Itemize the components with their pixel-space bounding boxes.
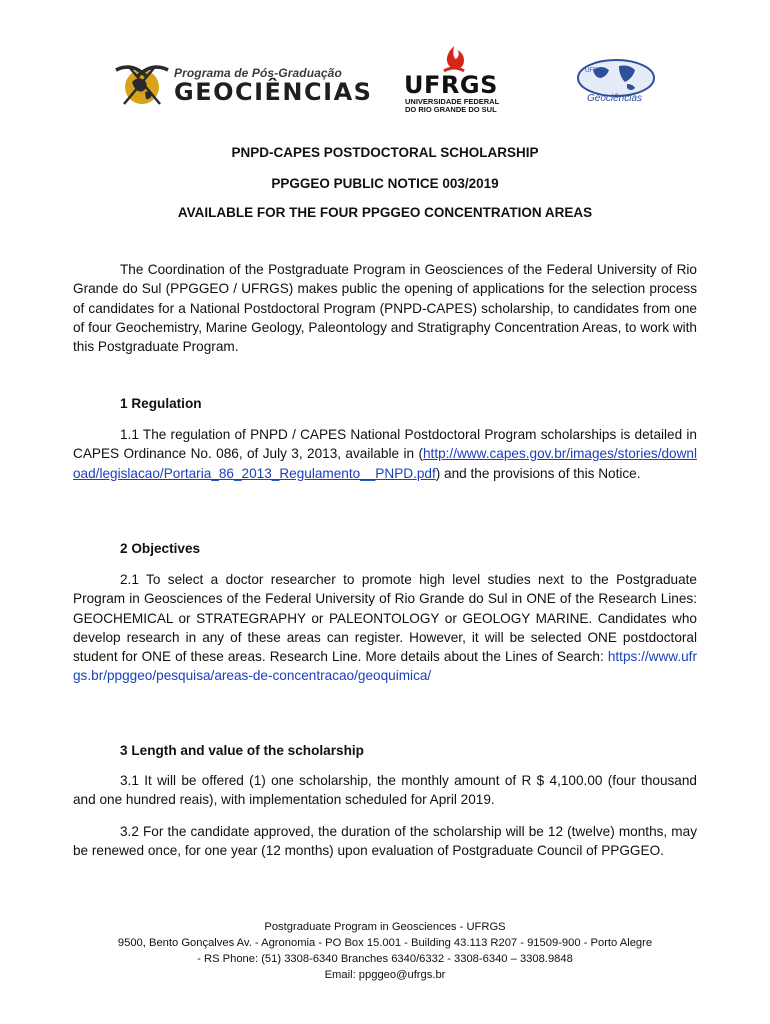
footer-email: Email: ppggeo@ufrgs.br: [324, 969, 446, 981]
geo-logo-line2: GEOCIÊNCIAS: [174, 78, 373, 106]
geociencias-globe-logo: [575, 58, 657, 108]
ufrgs-logo-subtitle: [405, 98, 505, 114]
notice-subtitle: AVAILABLE FOR THE FOUR PPGGEO CONCENTRATION AREAS: [177, 205, 593, 220]
section-1-text-after: ) and the provisions of this Notice.: [435, 465, 641, 481]
footer-address: 9500, Bento Gonçalves Av. - Agronomia - PO Box 15.001 - Building 43.113 R207 - 91509-900 - Porto Alegre: [117, 937, 653, 949]
globe-logo-label: Geociências: [587, 93, 643, 104]
ufrgs-logo-name: UFRGS: [404, 71, 498, 99]
pickaxe-globe-icon: [112, 62, 172, 108]
section-3-heading: 3 Length and value of the scholarship: [120, 743, 364, 758]
section-1-paragraph: [73, 425, 697, 483]
capes-ordinance-link[interactable]: http://www.capes.gov.br/images/stories/download/legislacao/Portaria_86_2013_Regulamento__PNPD.pdf: [73, 446, 697, 481]
intro-paragraph: The Coordination of the Postgraduate Program in Geosciences of the Federal University of Rio Grande do Sul (PPGGEO / UFRGS) makes public the opening of applications for the selection process of candidates for a National Postdoctoral Program (PNPD-CAPES) scholarship, to candidates from one of four Geochemistry, Marine Geology, Paleontology and Stratigraphy Concentration Areas, to work with this Postgraduate Program.: [73, 262, 697, 355]
geo-logo-line1: Programa de Pós-Graduação: [174, 66, 342, 80]
section-2-paragraph: [73, 570, 697, 686]
footer-program: Postgraduate Program in Geosciences - UFRGS: [264, 921, 506, 933]
globe-logo-tag: UFRGS: [585, 68, 606, 74]
section-1-heading: 1 Regulation: [120, 396, 202, 411]
page-footer: [0, 919, 770, 983]
header-logos: [0, 40, 770, 120]
flame-icon: [434, 44, 474, 74]
research-lines-link[interactable]: https://www.ufrgs.br/ppggeo/pesquisa/areas-de-concentracao/geoquimica/: [73, 649, 697, 684]
section-3-paragraph-1: 3.1 It will be offered (1) one scholarship, the monthly amount of R $ 4,100.00 (four thousand and one hundred reais), with implementation scheduled for April 2019.: [73, 773, 697, 808]
footer-phone: - RS Phone: (51) 3308-6340 Branches 6340/6332 - 3308-6340 – 3308.9848: [197, 953, 573, 965]
section-1-text-before: 1.1 The regulation of PNPD / CAPES National Postdoctoral Program scholarships is detailed in CAPES Ordinance No. 086, of July 3, 2013, available in (: [73, 427, 697, 462]
notice-title: PNPD-CAPES POSTDOCTORAL SCHOLARSHIP: [231, 145, 539, 160]
section-2-text: 2.1 To select a doctor researcher to promote high level studies next to the Postgraduate Program in Geosciences of the Federal University of Rio Grande do Sul in ONE of the Research Lines: GEOCHEMICAL or STRATEGRAPHY or PALEONTOLOGY or GEOLOGY MARINE. Candidates who develop research in any of these areas can register. However, it will be selected ONE postdoctoral student for ONE of these areas. Research Line. More details about the Lines of Search:: [73, 572, 697, 665]
ufrgs-logo-sub1: UNIVERSIDADE FEDERAL: [405, 97, 500, 106]
ufrgs-logo-sub2: DO RIO GRANDE DO SUL: [405, 105, 497, 114]
section-2-heading: 2 Objectives: [120, 541, 201, 556]
geociencias-logo: [112, 62, 373, 108]
section-3-paragraph-2: 3.2 For the candidate approved, the duration of the scholarship will be 12 (twelve) months, may be renewed once, for one year (12 months) upon evaluation of Postgraduate Council of PPGGEO.: [73, 824, 697, 859]
ufrgs-logo: [404, 44, 504, 116]
notice-number: PPGGEO PUBLIC NOTICE 003/2019: [271, 176, 499, 191]
